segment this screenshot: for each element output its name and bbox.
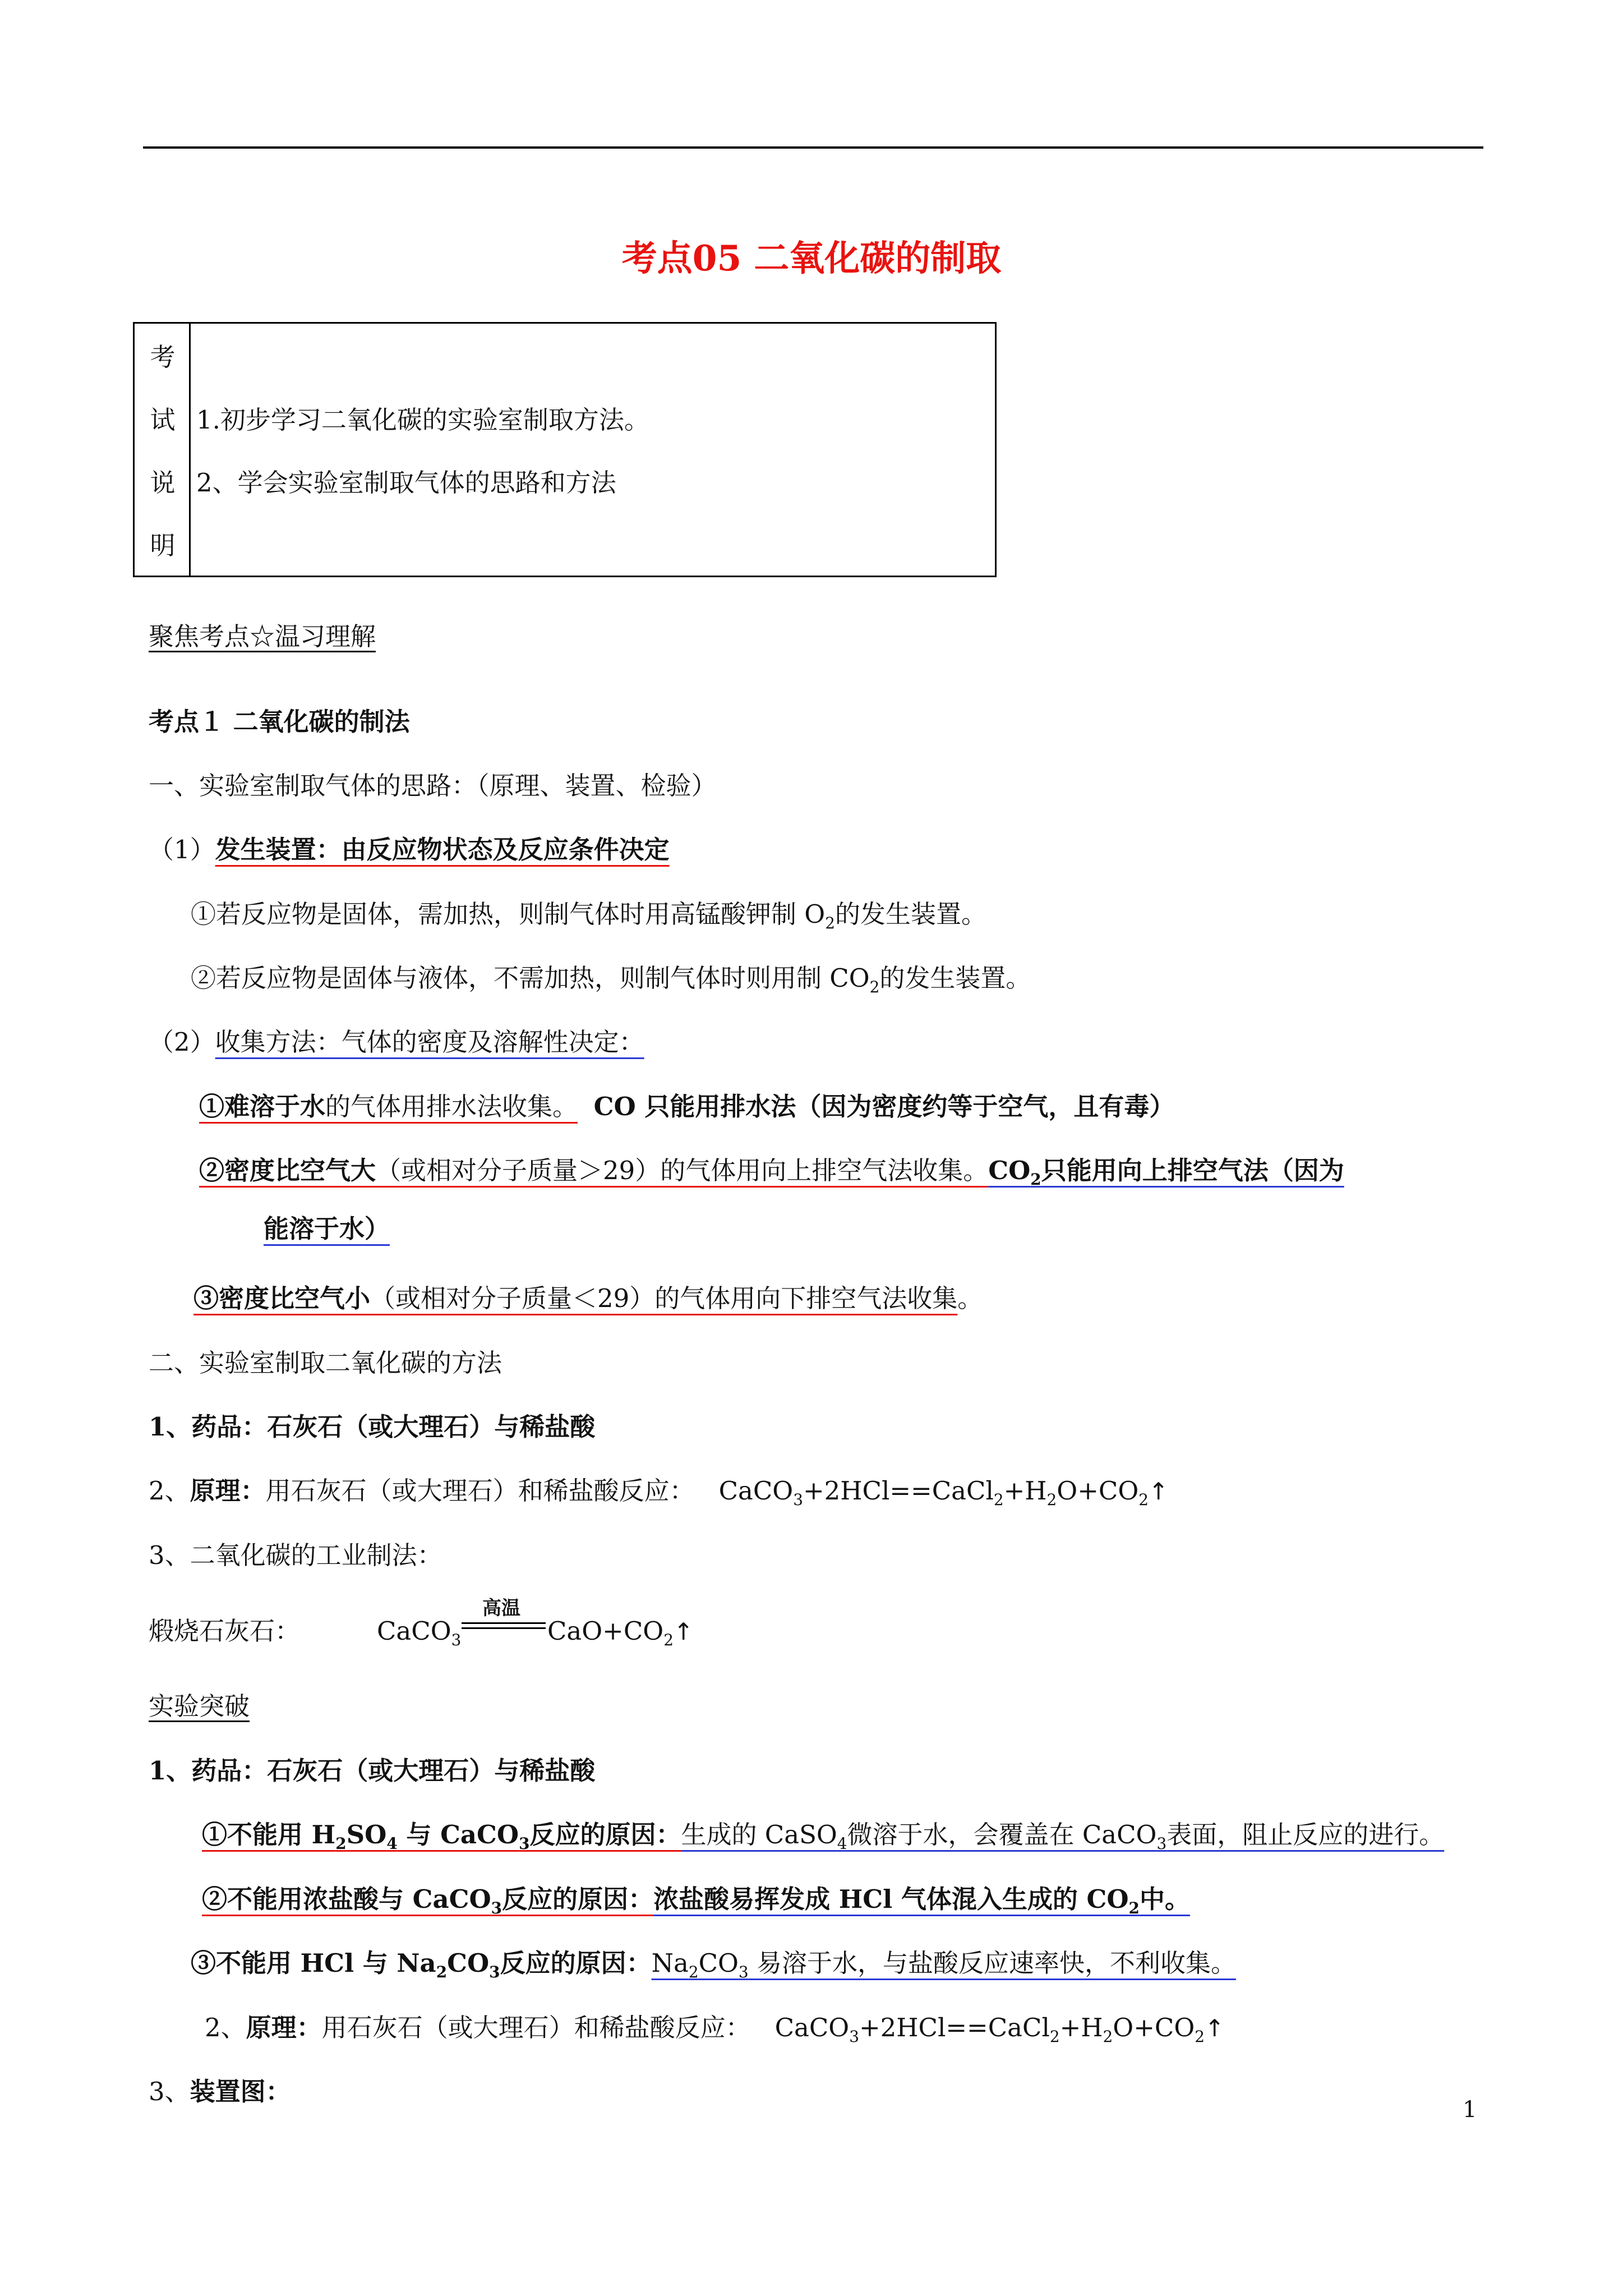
- generation-device-line: [149, 833, 670, 867]
- equation: $CaCO_3+2HCl==CaCl_2+H_2O+CO_2↑$: [718, 1476, 1169, 1509]
- exam-label-column: [135, 324, 191, 576]
- reaction-equals-top: [462, 1622, 546, 1624]
- solid-liquid-line: [191, 961, 1031, 995]
- c2-bold: ②密度比空气大: [199, 1156, 376, 1185]
- exam-item-1: 1.初步学习二氧化碳的实验室制取方法。: [196, 405, 649, 435]
- c3-text: （或相对分子质量＜29）的气体用向下排空气法收集: [370, 1283, 958, 1313]
- exam-label-char: 考: [150, 342, 176, 372]
- section-2-heading: 二、实验室制取二氧化碳的方法: [149, 1348, 502, 1378]
- i2-num: 2、: [149, 1476, 190, 1506]
- exam-label-char: 明: [150, 531, 176, 560]
- upward-air-line: [199, 1154, 1344, 1188]
- c1-note: CO 只能用排水法（因为密度约等于空气，且有毒）: [593, 1092, 1175, 1121]
- p1-a-text: ①若反应物是固体，需加热，则制气体时用高锰酸钾制 O: [191, 899, 826, 929]
- exam-label-char: 说: [150, 468, 176, 498]
- r1-bold: ①不能用 H: [202, 1820, 336, 1849]
- industrial-method-line: 3、二氧化碳的工业制法：: [149, 1540, 442, 1570]
- c1-bold: ①难溶于水: [199, 1092, 326, 1121]
- calcination-label: 煅烧石灰石：: [149, 1616, 301, 1646]
- r3-bold: ③不能用 HCl 与 Na: [191, 1948, 436, 1978]
- exam-description-box: [133, 322, 997, 577]
- exam-label-char: 试: [150, 405, 176, 435]
- collection-method-line: [149, 1025, 644, 1059]
- d2-text: 用石灰石（或大理石）和稀盐酸反应：: [321, 2013, 751, 2042]
- exp-reagents-line: 1、药品：石灰石（或大理石）与稀盐酸: [149, 1756, 596, 1786]
- c2-text: （或相对分子质量＞29）的气体用向上排空气法收集。: [376, 1156, 989, 1185]
- upward-air-line-2: [264, 1212, 390, 1246]
- r2-note: 浓盐酸易挥发成 HCl 气体混入生成的 CO: [653, 1884, 1129, 1914]
- r3-text: 易溶于水，与盐酸反应速率快，不利收集。: [756, 1948, 1236, 1978]
- calcination-products: $CaO+CO_2↑$: [547, 1616, 694, 1649]
- p1-bold: 发生装置：由反应物状态及反应条件决定: [215, 835, 670, 864]
- subscript: 2: [1030, 1170, 1041, 1189]
- reason-na2co3-line: ③不能用 HCl 与 $Na_2CO_3$反应的原因：$Na_2CO_3$ 易溶于水，与盐酸反应速率快，不利收集。: [191, 1948, 1236, 1981]
- i2-bold: 原理：: [190, 1476, 266, 1506]
- r2-bold-mid: 反应的原因：: [502, 1884, 654, 1914]
- header-rule: [143, 146, 1483, 149]
- r1-end: 表面，阻止反应的进行。: [1166, 1820, 1445, 1849]
- p1-a-end: 的发生装置。: [834, 899, 986, 929]
- experiment-heading: 实验突破: [149, 1691, 250, 1721]
- d2-num: 2、: [205, 2013, 246, 2042]
- subscript: 2: [825, 913, 835, 932]
- solid-heating-line: [191, 898, 986, 931]
- exp-principle-line: [205, 2011, 1224, 2045]
- subscript: 2: [869, 977, 880, 996]
- principle-line: [149, 1474, 1168, 1508]
- c2-note-line2: 能溶于水）: [264, 1214, 390, 1244]
- calcination-reactant: CaCO$_3$: [377, 1616, 462, 1649]
- p2-number: （2）: [149, 1027, 215, 1057]
- apparatus-line: 3、装置图：: [149, 2077, 291, 2106]
- r2-note-end: 中。: [1139, 1884, 1190, 1914]
- r2-bold: ②不能用浓盐酸与 CaCO: [202, 1884, 491, 1914]
- i2-text: 用石灰石（或大理石）和稀盐酸反应：: [265, 1476, 695, 1506]
- p1-b-text: ②若反应物是固体与液体，不需加热，则制气体时则用制 CO: [191, 963, 870, 993]
- p1-b-end: 的发生装置。: [879, 963, 1031, 993]
- reaction-condition: 高温: [482, 1597, 520, 1619]
- kd1-heading: 考点１ 二氧化碳的制法: [149, 707, 410, 737]
- exam-item-2: 2、学会实验室制取气体的思路和方法: [196, 468, 616, 498]
- equation: $CaCO_3+2HCl==CaCl_2+H_2O+CO_2↑$: [774, 2013, 1225, 2046]
- reagents-line: 1、药品：石灰石（或大理石）与稀盐酸: [149, 1412, 596, 1442]
- p1-number: （1）: [149, 835, 215, 864]
- focus-heading: 聚焦考点☆温习理解: [149, 622, 376, 651]
- d3-text: 装置图：: [190, 2077, 291, 2106]
- downward-air-line: [193, 1282, 983, 1315]
- page-title: 考点05 二氧化碳的制取: [621, 237, 1002, 279]
- reason-h2so4-line: ①不能用 $H_2SO_4$ 与 CaCO$_3$反应的原因：生成的 CaSO$_4$微溶于水，会覆盖在 CaCO$_3$表面，阻止反应的进行。: [202, 1820, 1445, 1853]
- section-1-heading: 一、实验室制取气体的思路：（原理、装置、检验）: [149, 771, 717, 800]
- d2-bold: 原理：: [246, 2013, 322, 2042]
- reason-conc-hcl-line: ②不能用浓盐酸与 CaCO$_3$反应的原因：浓盐酸易挥发成 HCl 气体混入生成的 $CO_2$中。: [202, 1884, 1190, 1917]
- water-collection-line: [199, 1090, 1174, 1124]
- page-number: 1: [1463, 2097, 1477, 2123]
- c1-text: 的气体用排水法收集。: [325, 1092, 578, 1121]
- r1-text: 微溶于水，会覆盖在 CaCO: [847, 1820, 1157, 1849]
- c3-bold: ③密度比空气小: [193, 1283, 371, 1313]
- c3-end: 。: [957, 1283, 983, 1313]
- c2-co: CO: [988, 1156, 1031, 1185]
- reaction-equals-bottom: [462, 1627, 546, 1629]
- p2-text: 收集方法：气体的密度及溶解性决定：: [215, 1027, 644, 1057]
- c2-note: 只能用向上排空气法（因为: [1041, 1156, 1344, 1185]
